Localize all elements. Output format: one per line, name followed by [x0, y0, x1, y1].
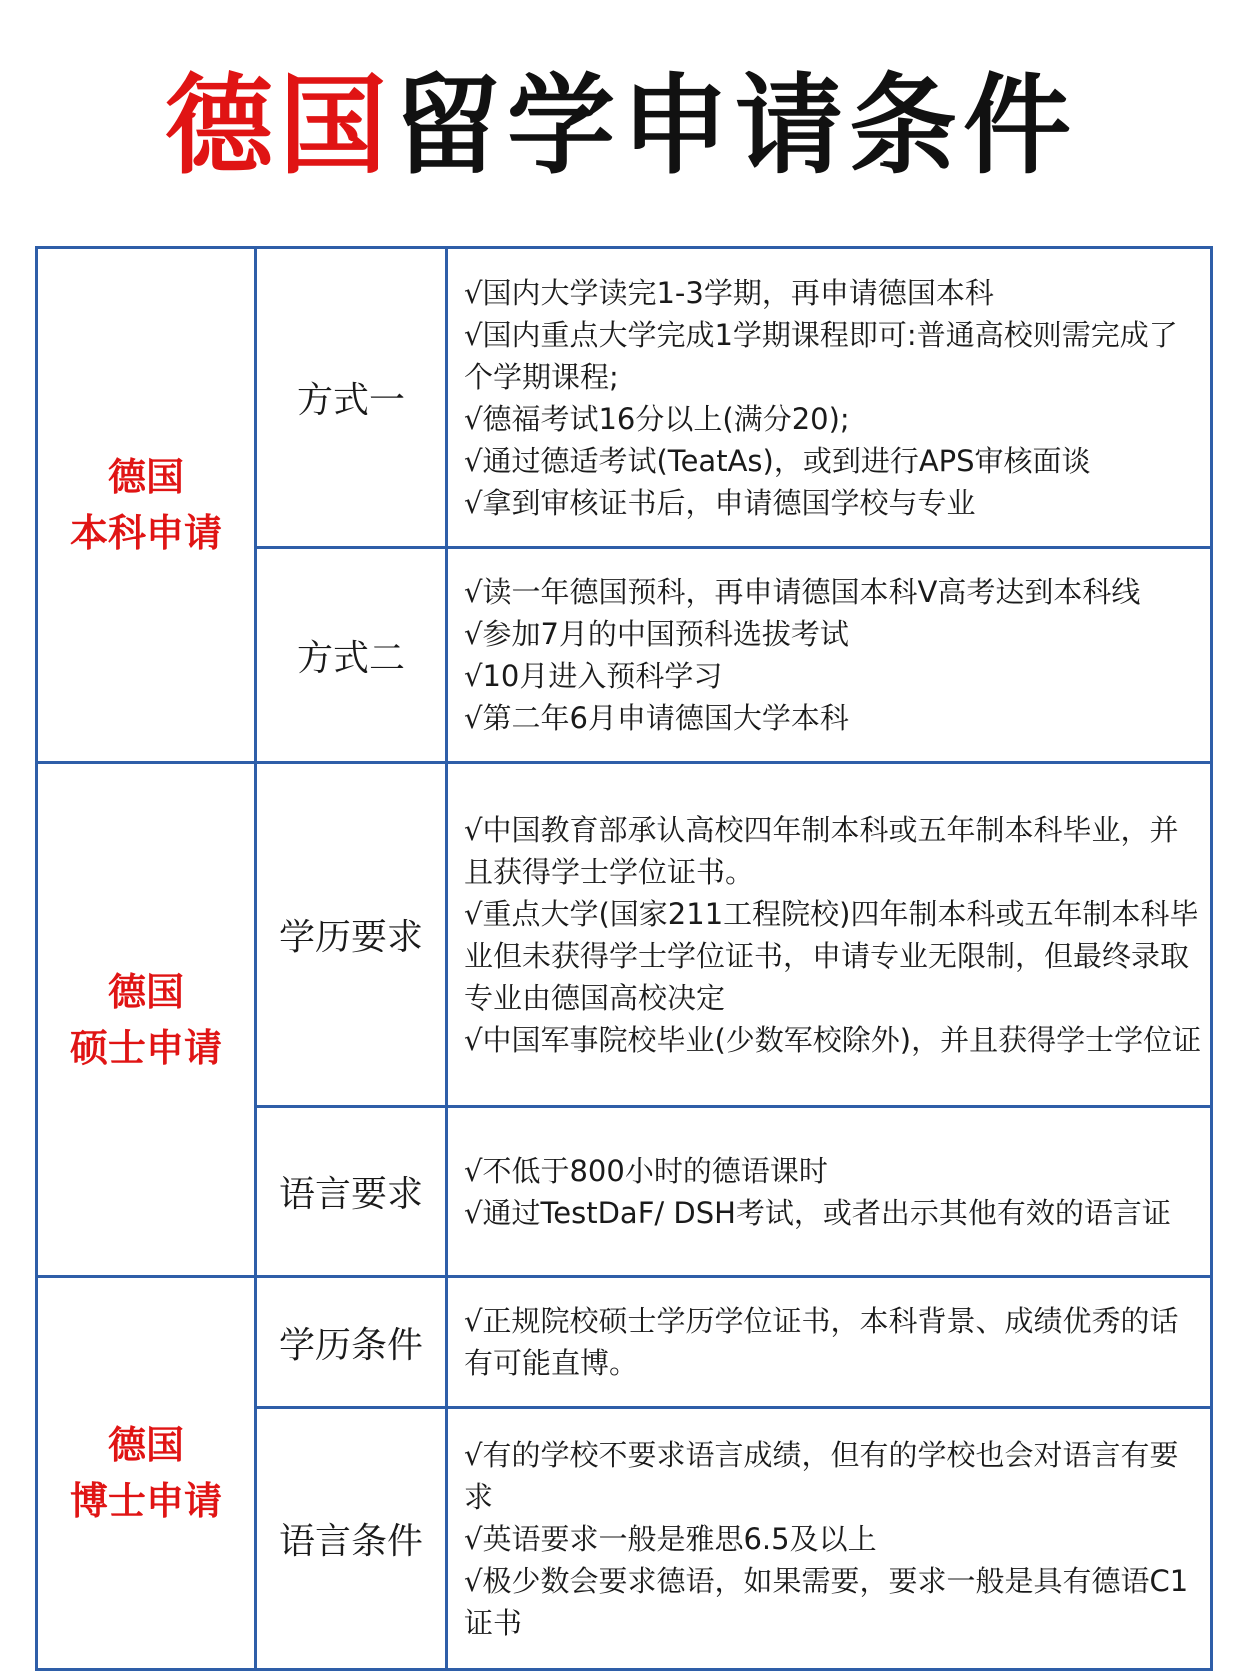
requirement-line: √英语要求一般是雅思6.5及以上 [464, 1521, 877, 1556]
requirement-cell [447, 1107, 1212, 1277]
requirement-line: √拿到审核证书后，申请德国学校与专业 [464, 485, 976, 520]
requirement-line: √第二年6月申请德国大学本科 [464, 701, 849, 735]
method-label: 语言条件 [256, 1408, 447, 1670]
section-label-line: 硕士申请 [69, 1025, 222, 1070]
requirement-cell [447, 763, 1212, 1107]
section-label-line: 德国 [107, 969, 184, 1014]
requirements-table [35, 246, 1213, 1671]
requirement-line: √10月进入预科学习 [464, 659, 723, 693]
section-label-bachelor [37, 248, 256, 763]
requirement-line: √德福考试16分以上(满分20); [464, 401, 850, 436]
requirement-cell [447, 548, 1212, 763]
requirement-line: √国内大学读完1-3学期，再申请德国本科 [464, 275, 994, 310]
method-label: 语言要求 [256, 1107, 447, 1277]
section-label-doctorate [37, 1277, 256, 1670]
requirement-line: √参加7月的中国预科选拔考试 [464, 617, 849, 651]
method-label: 学历要求 [256, 763, 447, 1107]
title-red-part: 德国 [164, 64, 393, 189]
section-label-line: 德国 [107, 1423, 184, 1467]
requirement-line: √极少数会要求德语，如果需要，要求一般是具有德语C1证书 [464, 1563, 1189, 1640]
section-label-line: 本科申请 [69, 511, 222, 555]
method-label: 方式一 [256, 248, 447, 548]
section-label-line: 博士申请 [69, 1479, 222, 1523]
requirement-line: √不低于800小时的德语课时 [464, 1153, 828, 1188]
method-label: 学历条件 [256, 1277, 447, 1408]
requirement-line: √读一年德国预科，再申请德国本科V高考达到本科线 [464, 575, 1141, 609]
page-title [0, 62, 1242, 192]
section-label-master [37, 763, 256, 1277]
requirement-cell [447, 1277, 1212, 1408]
table-row [37, 248, 1212, 548]
requirement-line: √重点大学(国家211工程院校)四年制本科或五年制本科毕业但未获得学士学位证书，申请专业无限制，但最终录取专业由德国高校决定 [464, 896, 1199, 1015]
table-row [37, 1277, 1212, 1408]
requirement-cell [447, 1408, 1212, 1670]
title-black-part: 留学申请条件 [393, 64, 1078, 189]
requirement-line: √有的学校不要求语言成绩，但有的学校也会对语言有要求 [464, 1437, 1179, 1514]
section-label-line: 德国 [107, 455, 184, 499]
table-row [37, 763, 1212, 1107]
requirement-line: √正规院校硕士学历学位证书，本科背景、成绩优秀的话有可能直博。 [464, 1304, 1179, 1380]
requirement-line: √国内重点大学完成1学期课程即可:普通高校则需完成了个学期课程; [464, 317, 1178, 394]
requirement-cell [447, 248, 1212, 548]
method-label: 方式二 [256, 548, 447, 763]
requirement-line: √通过德适考试(TeatAs)，或到进行APS审核面谈 [464, 443, 1091, 478]
requirement-line: √通过TestDaF/ DSH考试，或者出示其他有效的语言证 [464, 1195, 1171, 1230]
requirement-line: √中国教育部承认高校四年制本科或五年制本科毕业，并且获得学士学位证书。 [464, 812, 1179, 889]
requirement-line: √中国军事院校毕业(少数军校除外)，并且获得学士学位证 [464, 1022, 1202, 1057]
